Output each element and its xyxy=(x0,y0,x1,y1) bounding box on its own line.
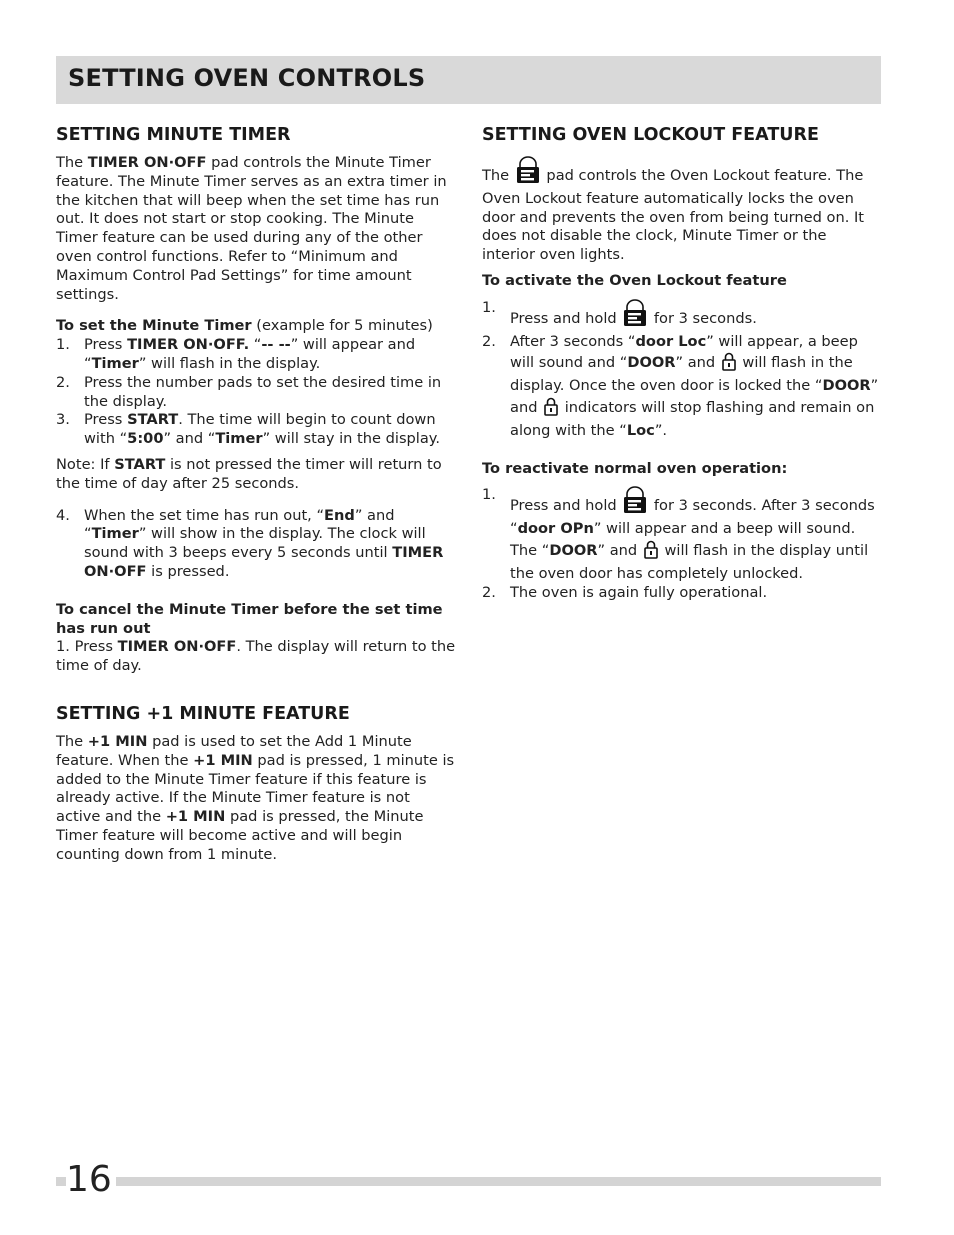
text: The xyxy=(482,167,514,184)
text: “ xyxy=(249,336,262,354)
text: ” will stay in the display. xyxy=(262,430,440,448)
reactivate-subheading: To reactivate normal oven operation: xyxy=(482,459,788,477)
step-number: 1. xyxy=(56,336,70,354)
text-bold: 5:00 xyxy=(127,430,164,448)
minute-timer-heading: SETTING MINUTE TIMER xyxy=(56,125,291,145)
text: ” and “ xyxy=(84,506,395,543)
text: . The time will begin to count down with “ xyxy=(84,411,436,448)
text-bold: START xyxy=(114,455,166,473)
text-bold: DOOR xyxy=(549,541,598,559)
text: (example for 5 minutes) xyxy=(251,317,433,335)
text: ” will appear, a beep will sound and “ xyxy=(510,332,858,372)
list-item xyxy=(482,299,882,333)
activate-lockout-steps xyxy=(482,299,882,441)
text-bold: Timer xyxy=(91,525,139,543)
text: The xyxy=(56,154,88,171)
text: ” and xyxy=(597,541,642,559)
list-item xyxy=(56,507,456,582)
step-number: 1. xyxy=(482,486,496,504)
text-bold: Timer xyxy=(91,354,139,372)
list-item xyxy=(56,336,456,374)
text: When the set time has run out, “ xyxy=(84,506,324,524)
lockout-pad-icon xyxy=(623,486,647,520)
lockout-pad-icon xyxy=(516,156,540,190)
text: for 3 seconds. xyxy=(649,309,757,327)
footer-bar xyxy=(56,1177,881,1186)
text: ” will show in the display. The clock will sound with 3 beeps every 5 seconds until xyxy=(84,525,426,562)
text: After 3 seconds “ xyxy=(510,332,636,350)
lock-icon xyxy=(722,351,736,377)
text-bold: -- -- xyxy=(261,336,291,354)
text: ” and “ xyxy=(163,430,216,448)
step-number: 4. xyxy=(56,506,70,524)
set-timer-steps xyxy=(56,336,456,449)
text: pad controls the Minute Timer feature. The Minute Timer serves as an extra timer in the kitchen that will beep when the set time has run out. It does not start or stop cooking. The Minute Timer feature can be used during any of the other oven control functions. Refer to “Minimum and Maximum Control Pad Settings” for time amount settings. xyxy=(56,154,447,303)
activate-lockout-subheading: To activate the Oven Lockout feature xyxy=(482,271,787,289)
text: Press and hold xyxy=(510,309,622,327)
text-bold: Loc xyxy=(626,421,655,439)
text-bold: TIMER ON·OFF. xyxy=(127,336,250,354)
timer-note xyxy=(56,456,456,494)
text: . The display will return to the time of day. xyxy=(56,638,456,675)
text: ”. xyxy=(654,421,668,439)
header-bar xyxy=(56,56,881,104)
lockout-heading: SETTING OVEN LOCKOUT FEATURE xyxy=(482,125,819,145)
minute-timer-intro xyxy=(56,154,456,304)
text-bold: Timer xyxy=(215,430,263,448)
text-bold: To set the Minute Timer xyxy=(56,317,252,335)
cancel-timer-step xyxy=(56,638,456,676)
text: Press the number pads to set the desired time in the display. xyxy=(84,373,442,410)
page-number: 16 xyxy=(66,1158,116,1202)
text: ” will appear and a beep will sound. The “ xyxy=(510,520,856,559)
text: for 3 seconds. After 3 seconds “ xyxy=(510,497,875,538)
text: will flash in the display. Once the oven door is locked the “ xyxy=(510,354,853,395)
right-column xyxy=(482,124,882,609)
text-bold: +1 MIN xyxy=(165,808,226,826)
list-item xyxy=(482,333,882,441)
list-item xyxy=(56,411,456,449)
text-bold: START xyxy=(127,411,179,429)
list-item xyxy=(482,486,882,583)
text-bold: door OPn xyxy=(517,520,594,538)
text-bold: DOOR xyxy=(822,377,871,395)
text: pad is pressed, 1 minute is added to the Minute Timer feature if this feature is already active. If the Minute Timer feature is not active and the xyxy=(56,751,455,826)
text: Note: If xyxy=(56,455,115,473)
reactivate-steps xyxy=(482,486,882,602)
list-item xyxy=(482,584,882,603)
page-title: SETTING OVEN CONTROLS xyxy=(68,64,426,92)
text: Press xyxy=(84,411,128,429)
text: is not pressed the timer will return to the time of day after 25 seconds. xyxy=(56,455,442,492)
text: will flash in the display until the oven door has completely unlocked. xyxy=(510,541,869,582)
text: ” and xyxy=(675,354,720,372)
text: 1. Press xyxy=(56,638,118,656)
list-item xyxy=(56,374,456,412)
text: ” and xyxy=(510,377,879,416)
lockout-intro xyxy=(482,156,882,265)
text-bold: End xyxy=(324,506,355,524)
plus-one-heading: SETTING +1 MINUTE FEATURE xyxy=(56,703,350,724)
lock-icon xyxy=(644,539,658,565)
lockout-pad-icon xyxy=(623,299,647,333)
text: pad is used to set the Add 1 Minute feature. When the xyxy=(56,732,412,769)
text-bold: DOOR xyxy=(627,354,676,372)
text: ” will appear and “ xyxy=(84,336,416,372)
text-bold: +1 MIN xyxy=(87,732,148,750)
step-number: 2. xyxy=(56,373,70,391)
text: pad is pressed, the Minute Timer feature will become active and will begin counting down from 1 minute. xyxy=(56,808,424,863)
step-number: 2. xyxy=(482,583,496,601)
step-number: 1. xyxy=(482,298,496,316)
cancel-timer-subheading: To cancel the Minute Timer before the set time has run out xyxy=(56,600,443,637)
text: ” will flash in the display. xyxy=(138,354,321,372)
left-column xyxy=(56,124,456,872)
text: The oven is again fully operational. xyxy=(510,583,768,601)
lock-icon xyxy=(544,396,558,422)
set-timer-subheading xyxy=(56,317,456,336)
set-timer-step-4 xyxy=(56,507,456,582)
step-number: 2. xyxy=(482,332,496,350)
text-bold: door Loc xyxy=(635,332,707,350)
text: is pressed. xyxy=(146,562,230,580)
text-bold: TIMER ON·OFF xyxy=(84,544,444,580)
plus-one-body xyxy=(56,733,456,865)
step-number: 3. xyxy=(56,411,70,429)
text: indicators will stop flashing and remain on along with the “ xyxy=(510,398,875,439)
text: pad controls the Oven Lockout feature. The Oven Lockout feature automatically locks the oven door and prevents the oven from being turned on. It does not disable the clock, Minute Timer or the interior oven lights. xyxy=(482,167,865,264)
text: Press xyxy=(84,336,128,354)
text: The xyxy=(56,732,88,750)
text-bold: TIMER ON·OFF xyxy=(87,154,207,171)
text-bold: +1 MIN xyxy=(193,751,253,769)
text-bold: TIMER ON·OFF xyxy=(117,638,237,656)
text: Press and hold xyxy=(510,497,622,515)
